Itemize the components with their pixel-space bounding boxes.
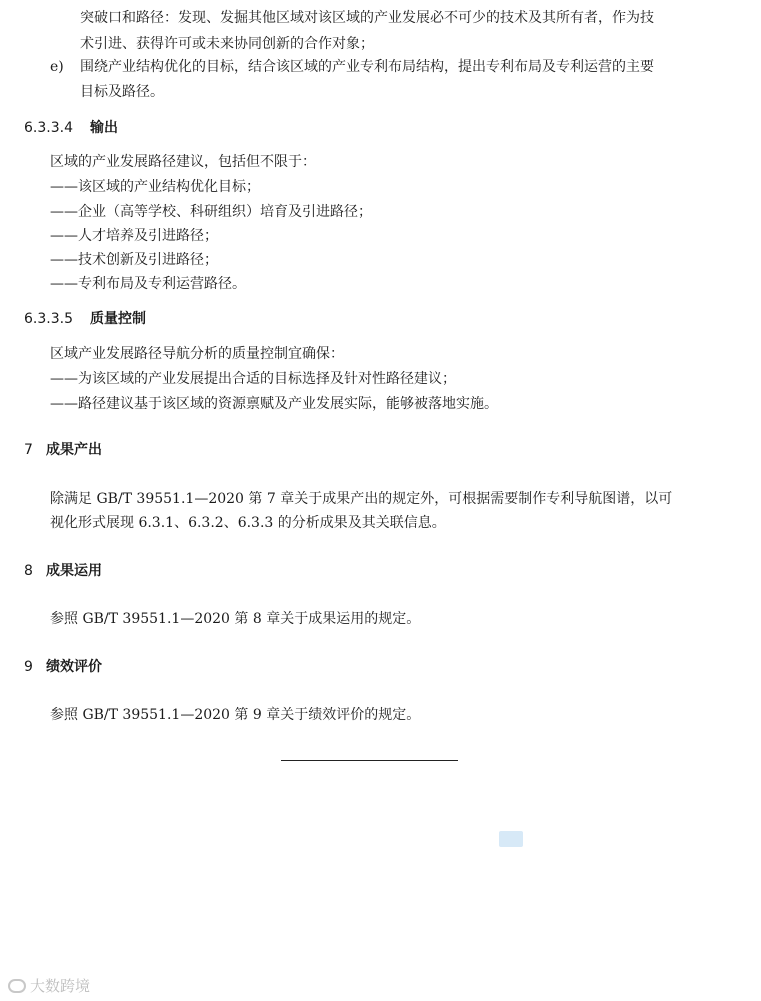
section-title: 成果运用 (46, 563, 102, 579)
body-text: 除满足 GB/T 39551.1—2020 第 7 章关于成果产出的规定外，可根据需要制作专利导航图谱，以可 (50, 491, 673, 507)
section-number: 7 (24, 442, 33, 458)
section-heading (24, 657, 102, 677)
section-title: 质量控制 (90, 311, 146, 327)
section-number: 6.3.3.4 (24, 120, 73, 136)
body-text: 目标及路径。 (80, 84, 164, 100)
body-text: 突破口和路径：发现、发掘其他区域对该区域的产业发展必不可少的技术及其所有者，作为技 (80, 10, 654, 26)
section-heading (24, 118, 118, 138)
section-number: 9 (24, 659, 33, 675)
section-title: 输出 (90, 120, 118, 136)
section-heading (24, 440, 102, 460)
body-text: 参照 GB/T 39551.1—2020 第 9 章关于绩效评价的规定。 (50, 707, 421, 723)
list-item: ——为该区域的产业发展提出合适的目标选择及针对性路径建议； (50, 371, 456, 387)
list-marker: e) (50, 59, 64, 75)
list-item: ——企业（高等学校、科研组织）培育及引进路径； (50, 204, 372, 220)
section-title: 成果产出 (46, 442, 102, 458)
watermark (8, 975, 90, 996)
list-item: ——技术创新及引进路径； (50, 252, 218, 268)
section-number: 6.3.3.5 (24, 311, 73, 327)
body-text: 视化形式展现 6.3.1、6.3.2、6.3.3 的分析成果及其关联信息。 (50, 515, 446, 531)
section-title: 绩效评价 (46, 659, 102, 675)
section-number: 8 (24, 563, 33, 579)
section-heading (24, 561, 102, 581)
section-heading (24, 309, 146, 329)
body-text: 区域产业发展路径导航分析的质量控制宜确保： (50, 346, 344, 362)
body-text: 区域的产业发展路径建议，包括但不限于： (50, 154, 316, 170)
watermark-text: 大数跨境 (30, 977, 91, 995)
body-text: 术引进、获得许可或未来协同创新的合作对象； (80, 36, 374, 52)
list-item: ——人才培养及引进路径； (50, 228, 218, 244)
body-text: 围绕产业结构优化的目标，结合该区域的产业专利布局结构，提出专利布局及专利运营的主要 (80, 59, 654, 75)
stamp-mark (499, 831, 523, 847)
list-item: ——专利布局及专利运营路径。 (50, 276, 246, 292)
body-text: 参照 GB/T 39551.1—2020 第 8 章关于成果运用的规定。 (50, 611, 421, 627)
list-item: ——路径建议基于该区域的资源禀赋及产业发展实际，能够被落地实施。 (50, 396, 498, 412)
end-rule (281, 760, 458, 761)
watermark-logo-icon (8, 979, 26, 993)
list-item: ——该区域的产业结构优化目标； (50, 179, 260, 195)
